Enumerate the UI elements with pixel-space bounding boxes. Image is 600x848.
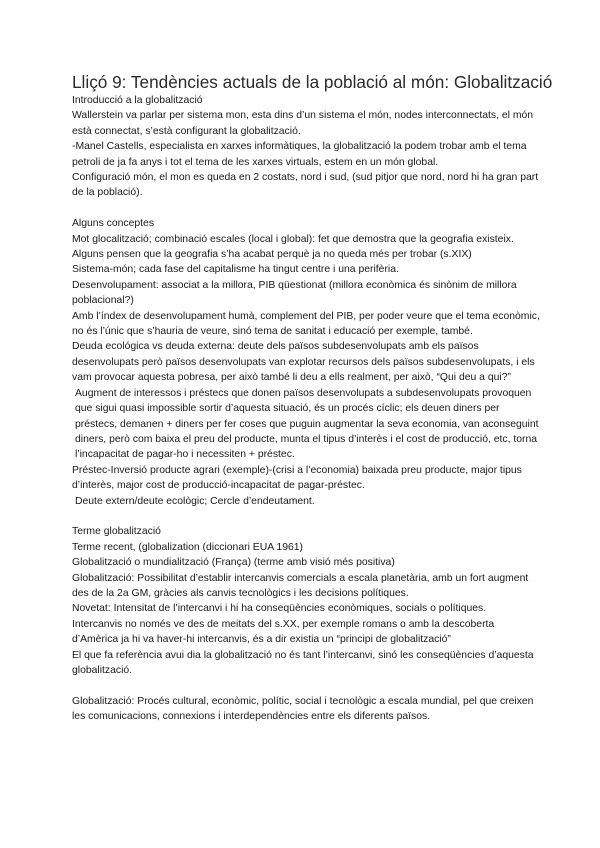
paragraph-interessos: Augment de interessos i préstecs que donen països desenvolupats a subdesenvolupats provoquen que sigui quasi impossible sortir d’aquesta situació, és un procés cíclic; els deuen diners per préstecs, demanen + diners per fer coses que puguin augmentar la seva economia, van aconseguint diners, però com baixa el preu del producte, munta el tipus d’interès i el cost de producció, etc, torna l’incapacitat de pagar-ho i necessiten + préstec. [75, 387, 539, 461]
paragraph-deute-extern: Deute extern/deute ecològic; Cercle d’endeutament. [75, 495, 315, 507]
paragraph-definicio-1: Globalització: Possibilitat d’establir intercanvis comercials a escala planetària, amb un fort augment des de la 2a GM, gràcies als canvis tecnològics i les decisions polítiques. [72, 572, 529, 599]
paragraph-geografia: Alguns pensen que la geografia s’ha acabat perquè ja no queda més per trobar (s.XIX) [72, 249, 472, 261]
paragraph-novetat: Novetat: Intensitat de l’intercanvi i hi ha conseqüències econòmiques, socials o polítiques. [72, 603, 487, 615]
paragraph-wallerstein: Wallerstein va parlar per sistema mon, esta dins d’un sistema el món, nodes interconnectats, el món està connectat, s’està configurant la globalització. [72, 110, 534, 137]
intro-heading: Introducció a la globalització [72, 95, 203, 106]
paragraph-configuracio: Configuració món, el mon es queda en 2 costats, nord i sud, (sud pitjor que nord, nord hi ha gran part de la població). [72, 172, 539, 199]
paragraph-prestec: Préstec-Inversió producte agrari (exemple)-(crisi a l’economia) baixada preu producte, major tipus d’interès, major cost de producció-incapacitat de pagar-préstec. [72, 464, 522, 492]
document-body [72, 93, 540, 725]
paragraph-idh: Amb l’índex de desenvolupament humà, complement del PIB, per poder veure que el tema econòmic, no és l’únic que s’hauria de veure, sinó tema de sanitat i educació per exemple, també. [72, 310, 540, 338]
paragraph-terme-recent: Terme recent, (globalization (diccionari EUA 1961) [72, 541, 304, 553]
paragraph-sistema-mon: Sistema-món; cada fase del capitalisme ha tingut centre i una perifèria. [72, 264, 399, 276]
paragraph-mundialitzacio: Globalització o mundialització (França) (terme amb visió més positiva) [72, 557, 395, 569]
paragraph-intercanvis: Intercanvis no només ve des de meitats del s.XX, per exemple romans o amb la descoberta d’Amèrica ja hi va haver-hi intercanvis, és a dir existia un “principi de globalització” [72, 618, 495, 646]
paragraph-desenvolupament: Desenvolupament: associat a la millora, PIB qüestionat (millora econòmica és sinònim de millora poblacional?) [72, 279, 517, 307]
concepts-heading: Alguns conceptes [72, 218, 155, 230]
globalization-heading: Terme globalització [72, 526, 161, 538]
lesson-title: Lliçó 9: Tendències actuals de la població al món: Globalització [72, 72, 553, 92]
paragraph-deuda: Deuda ecológica vs deuda externa: deute dels països subdesenvolupats amb els països desenvolupats però països desenvolupats van explotar recursos dels països subdesenvolupats, i els vam provocar aquesta pobresa, per això també li deu a ells realment, per això, “Qui deu a qui?” [72, 341, 535, 384]
paragraph-definicio-2: Globalització: Procés cultural, econòmic, polític, social i tecnològic a escala mundial, pel que creixen les comunicacions, connexions i interdependències entre els diferents països. [72, 695, 534, 723]
paragraph-glocalitzacio: Mot glocalització; combinació escales (local i global): fet que demostra que la geografia existeix. [72, 233, 514, 245]
paragraph-referencia: El que fa referència avui dia la globalització no és tant l’intercanvi, sinó les conseqüències d’aquesta globalització. [72, 649, 534, 676]
paragraph-castells: -Manel Castells, especialista en xarxes informàtiques, la globalització la podem trobar amb el tema petroli de ja fa anys i tot el tema de les xarxes virtuals, estem en un món global. [72, 141, 527, 168]
